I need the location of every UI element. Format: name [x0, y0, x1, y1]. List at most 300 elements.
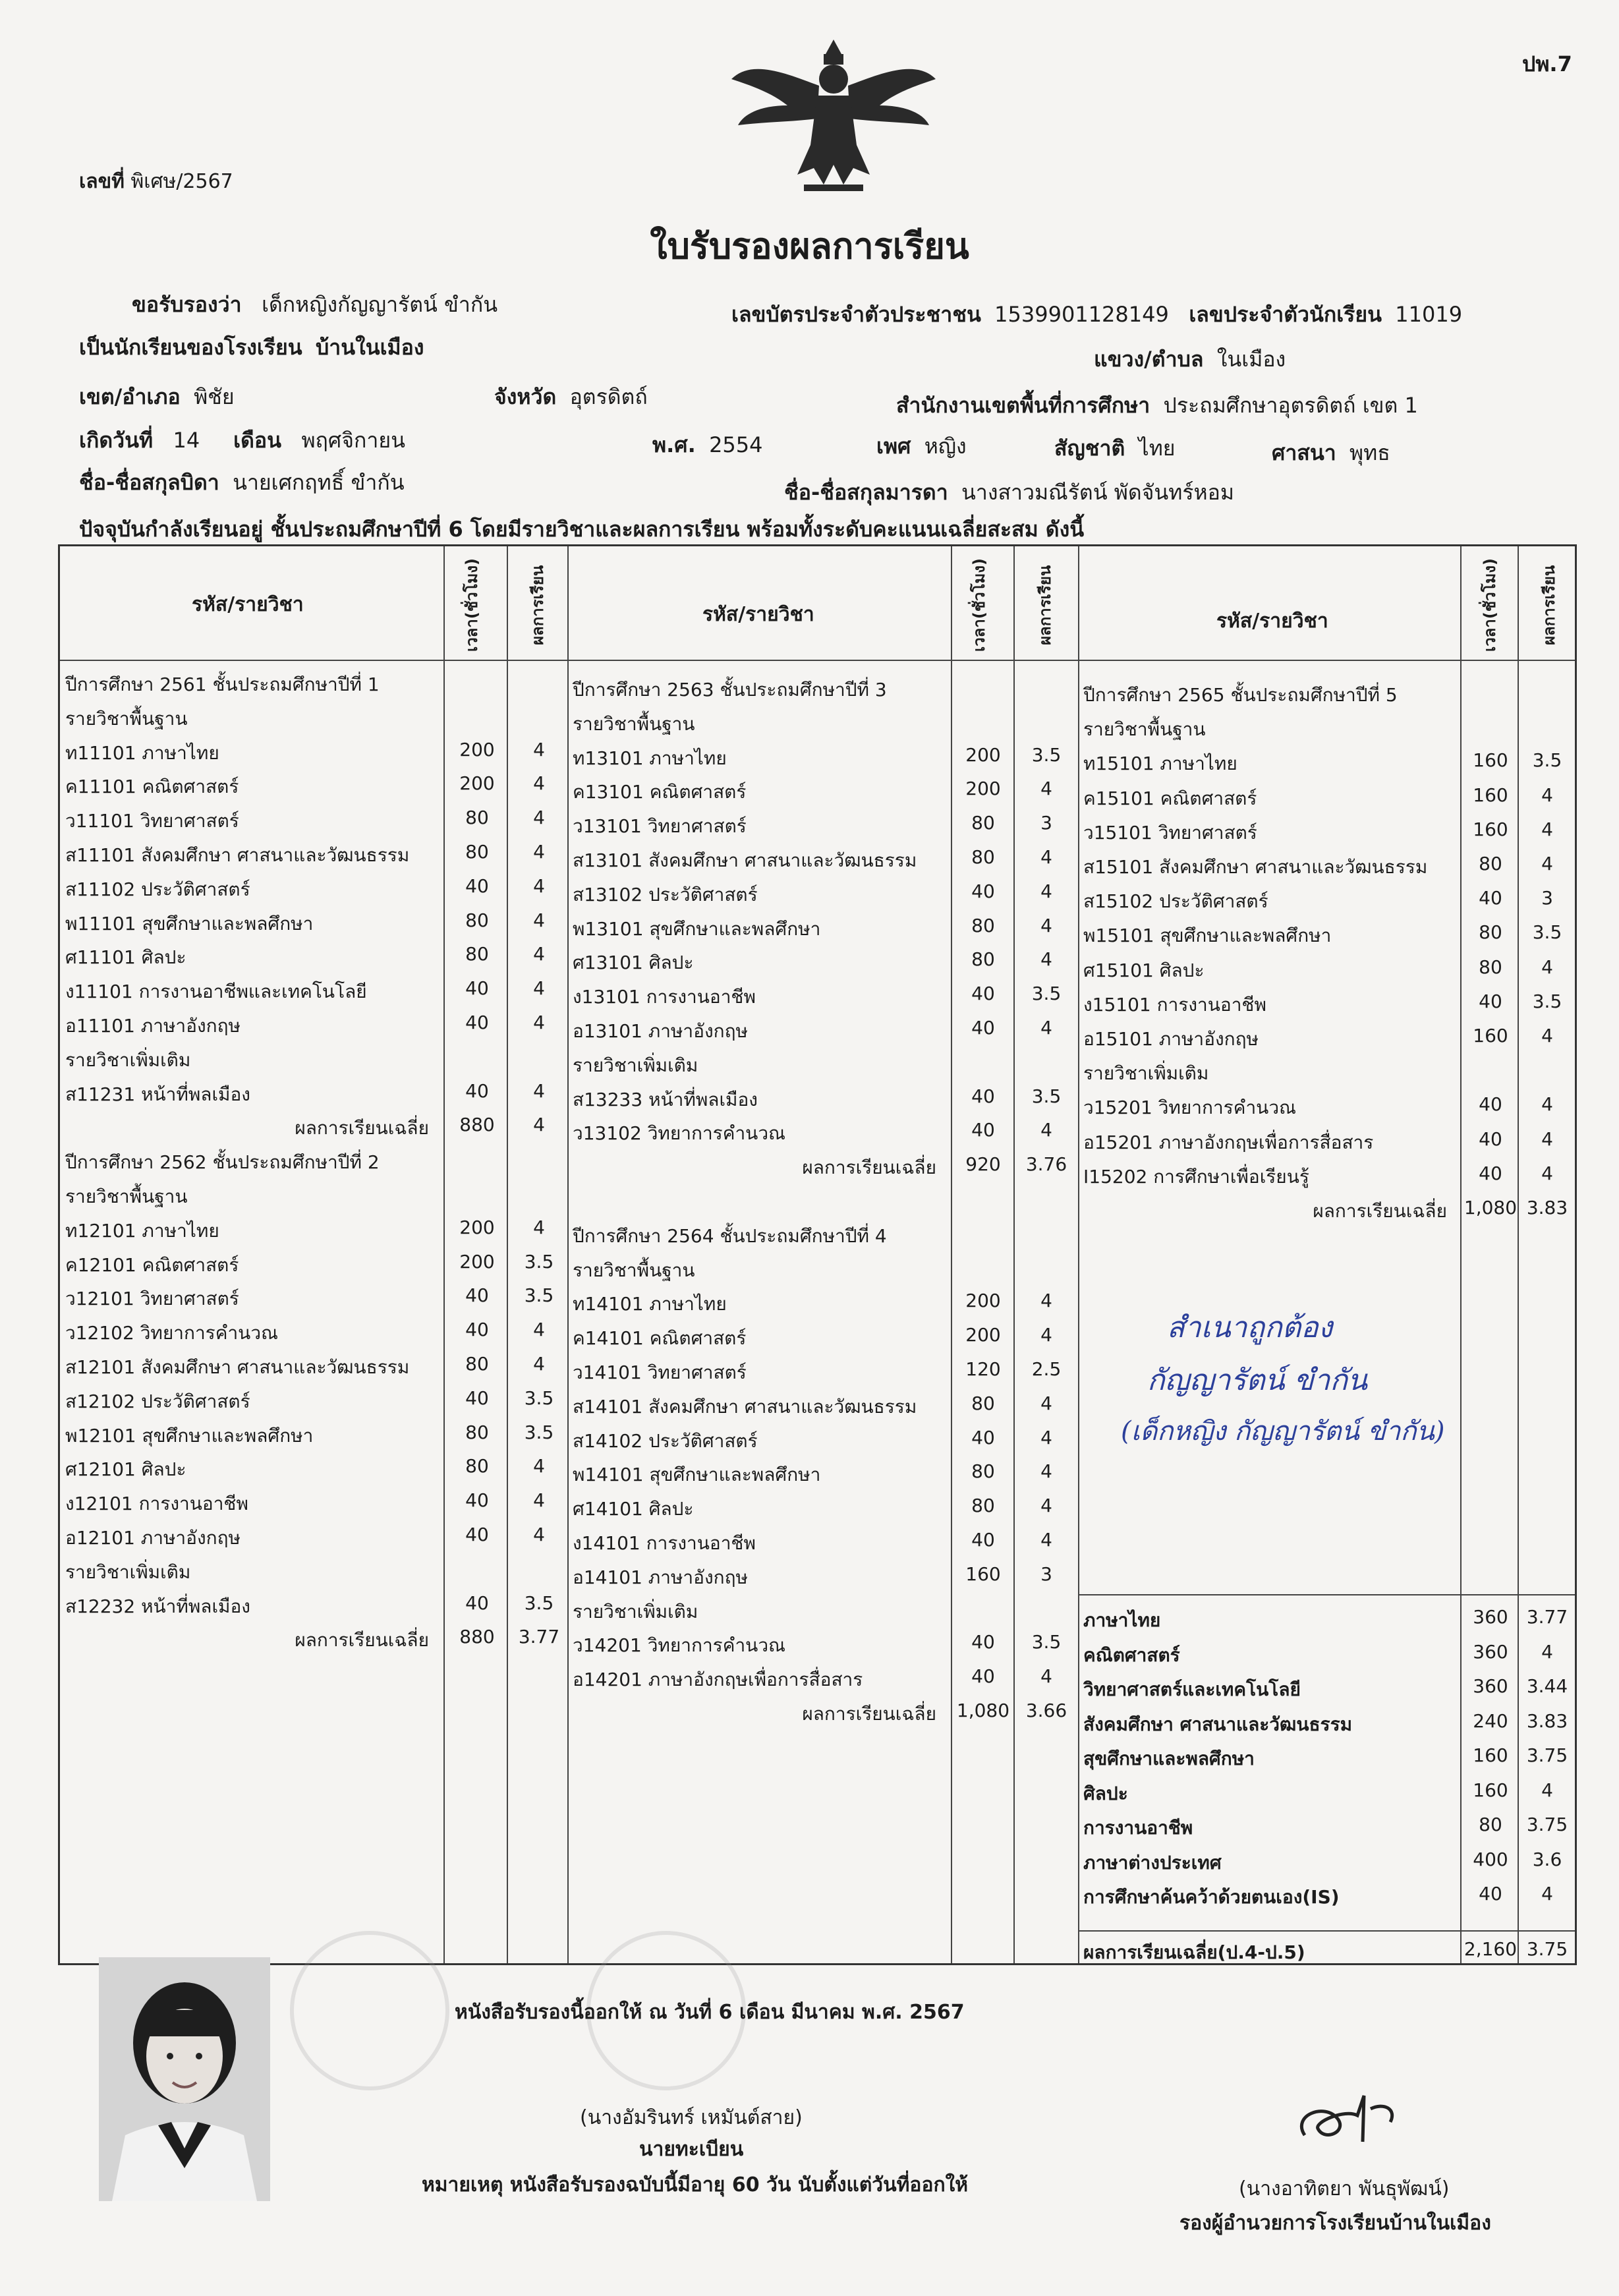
id-card-label: เลขบัตรประจำตัวประชาชน: [731, 302, 981, 327]
grade-value: 3.5: [524, 1421, 554, 1443]
form-code: ปพ.7: [1522, 51, 1572, 76]
hours-value: 40: [971, 1119, 995, 1141]
hours-value: 400: [1473, 1848, 1508, 1870]
grade-value: 4: [1541, 1883, 1553, 1905]
subject-row: อ15201 ภาษาอังกฤษเพื่อการสื่อสาร: [1083, 1131, 1374, 1153]
hours-value: 40: [1479, 1162, 1502, 1184]
hours-value: 880: [459, 1626, 495, 1648]
hours-value: 40: [465, 1012, 489, 1033]
subject-row: ว14101 วิทยาศาสตร์: [573, 1362, 747, 1383]
header-hours-3: เวลา(ชั่วโมง): [1481, 558, 1499, 652]
subject-row: ว13101 วิทยาศาสตร์: [573, 815, 747, 838]
grade-value: 3.5: [1532, 749, 1562, 772]
grade-value: 4: [533, 1216, 545, 1238]
student-name: เด็กหญิงกัญญารัตน์ ขำกัน: [262, 292, 498, 317]
grade-value: 4: [1040, 846, 1052, 868]
hours-value: 160: [1473, 1779, 1508, 1801]
subject-row: ว12101 วิทยาศาสตร์: [65, 1288, 239, 1310]
subject-row: พ13101 สุขศึกษาและพลศึกษา: [573, 917, 821, 940]
summary-subject: ศิลปะ: [1083, 1782, 1128, 1804]
gender-line: [876, 430, 967, 463]
subdistrict-value: ในเมือง: [1216, 347, 1286, 372]
grade-value: 3.5: [1031, 1631, 1062, 1653]
grade-value: 4: [1040, 1017, 1052, 1039]
grade-value: 3.76: [1025, 1153, 1067, 1176]
hours-value: 40: [971, 1426, 995, 1449]
birth-day-value: 14: [173, 428, 200, 453]
summary-subject: วิทยาศาสตร์และเทคโนโลยี: [1083, 1679, 1301, 1700]
hours-value: 80: [1479, 853, 1502, 875]
hours-value: 40: [971, 1085, 995, 1107]
district-value: พิชัย: [194, 384, 235, 409]
grade-value: 4: [533, 738, 545, 761]
father-value: นายเศกฤทธิ์ ขำกัน: [233, 470, 405, 495]
hours-value: 40: [465, 1524, 489, 1545]
average-label: ผลการเรียนเฉลี่ย: [802, 1157, 936, 1179]
average-label: ผลการเรียนเฉลี่ย: [295, 1629, 429, 1651]
id-card-value: 1539901128149: [994, 302, 1169, 327]
grade-value: 4: [1040, 948, 1052, 971]
hours-value: 160: [965, 1563, 1001, 1585]
hours-value: 40: [971, 1529, 995, 1551]
subject-row: ส14101 สังคมศึกษา ศาสนาและวัฒนธรรม: [573, 1395, 917, 1418]
birth-day-label: เกิดวันที่: [79, 428, 154, 453]
hours-value: 920: [965, 1153, 1001, 1176]
grade-value: 4: [1040, 1426, 1052, 1449]
grade-value: 4: [533, 807, 545, 829]
subject-row: อ13101 ภาษาอังกฤษ: [573, 1020, 748, 1042]
certify-line: [132, 288, 497, 322]
hours-value: 1,080: [956, 1700, 1010, 1721]
subject-row: อ11101 ภาษาอังกฤษ: [65, 1015, 241, 1037]
grade-value: 4: [1040, 778, 1052, 800]
subject-row: ว11101 วิทยาศาสตร์: [65, 810, 239, 832]
grade-value: 4: [533, 1079, 545, 1102]
id-card-line: [731, 298, 1462, 331]
subject-row: ศ12101 ศิลปะ: [65, 1458, 186, 1481]
grades-table: [58, 544, 1577, 1965]
hours-value: 80: [971, 1495, 995, 1517]
hours-value: 80: [465, 807, 489, 829]
father-line: [79, 466, 405, 500]
hours-value: 40: [465, 1079, 489, 1102]
grade-value: 4: [1040, 880, 1052, 902]
subject-row: ส12102 ประวัติศาสตร์: [65, 1390, 250, 1412]
hours-value: 40: [465, 875, 489, 897]
grade-value: 4: [533, 909, 545, 931]
hours-value: 40: [1479, 1093, 1502, 1116]
subject-row: ส11231 หน้าที่พลเมือง: [65, 1083, 250, 1105]
mother-value: นางสาวมณีรัตน์ พัดจันทร์หอม: [961, 480, 1234, 505]
handwriting-line-3: (เด็กหญิง กัญญารัตน์ ขำกัน): [1121, 1416, 1445, 1447]
deputy-signature-icon: [1285, 2089, 1417, 2155]
grade-value: 4: [1040, 1495, 1052, 1517]
hours-value: 200: [459, 772, 495, 795]
hours-value: 80: [465, 1353, 489, 1375]
header-grade-3: ผลการเรียน: [1540, 565, 1558, 645]
hours-value: 200: [965, 1290, 1001, 1312]
district-line: [79, 380, 235, 414]
summary-subject: สุขศึกษาและพลศึกษา: [1083, 1748, 1255, 1769]
subject-row: อ14201 ภาษาอังกฤษเพื่อการสื่อสาร: [573, 1669, 863, 1691]
subject-row: ส13101 สังคมศึกษา ศาสนาและวัฒนธรรม: [573, 849, 917, 871]
province-line: [494, 380, 648, 414]
province-value: อุตรดิตถ์: [569, 384, 648, 409]
subject-row: ส13233 หน้าที่พลเมือง: [573, 1088, 758, 1110]
hours-value: 880: [459, 1114, 495, 1136]
header-grade-1: ผลการเรียน: [528, 565, 547, 645]
hours-value: 40: [971, 1017, 995, 1039]
subject-row: ว12102 วิทยาการคำนวณ: [65, 1322, 279, 1344]
subject-row: ง13101 การงานอาชีพ: [573, 986, 756, 1008]
subject-row: อ15101 ภาษาอังกฤษ: [1083, 1028, 1259, 1050]
hours-value: 40: [465, 1319, 489, 1341]
summary-subject: การศึกษาค้นคว้าด้วยตนเอง(IS): [1083, 1886, 1340, 1908]
school-seal-icon: [290, 1931, 449, 2090]
subject-row: รายวิชาเพิ่มเติม: [573, 1054, 698, 1076]
subdistrict-line: [1094, 343, 1286, 376]
hours-value: 40: [465, 1592, 489, 1614]
hours-value: 80: [1479, 921, 1502, 944]
subject-row: รายวิชาพื้นฐาน: [65, 1186, 188, 1207]
hours-value: 160: [1473, 818, 1508, 840]
grade-value: 4: [1541, 1162, 1553, 1184]
hours-value: 80: [971, 948, 995, 971]
subject-row: รายวิชาเพิ่มเติม: [65, 1561, 191, 1583]
subdistrict-label: แขวง/ตำบล: [1094, 347, 1204, 372]
subject-row: ปีการศึกษา 2563 ชั้นประถมศึกษาปีที่ 3: [573, 679, 887, 701]
subject-row: ปีการศึกษา 2565 ชั้นประถมศึกษาปีที่ 5: [1083, 684, 1398, 706]
hours-value: 200: [965, 743, 1001, 766]
hours-value: 360: [1473, 1640, 1508, 1663]
grade-value: 3.75: [1526, 1938, 1568, 1960]
grade-value: 4: [533, 1524, 545, 1545]
grade-value: 4: [1541, 956, 1553, 978]
summary-subject: สังคมศึกษา ศาสนาและวัฒนธรรม: [1083, 1713, 1353, 1735]
grade-value: 4: [1541, 853, 1553, 875]
religion-value: พุทธ: [1349, 440, 1390, 465]
nationality-value: ไทย: [1138, 436, 1176, 461]
district-label: เขต/อำเภอ: [79, 384, 181, 409]
hours-value: 2,160: [1463, 1938, 1518, 1960]
grade-value: 4: [533, 977, 545, 1000]
hours-value: 80: [1479, 1814, 1502, 1835]
subject-row: ว15201 วิทยาการคำนวณ: [1083, 1097, 1297, 1119]
subject-row: ท12101 ภาษาไทย: [65, 1219, 219, 1242]
grade-value: 3: [1541, 887, 1553, 909]
subject-row: รายวิชาพื้นฐาน: [1083, 718, 1206, 741]
summary-subject: การงานอาชีพ: [1083, 1817, 1193, 1839]
subject-row: ศ11101 ศิลปะ: [65, 946, 186, 969]
issue-date-text: หนังสือรับรองนี้ออกให้ ณ วันที่ 6 เดือน มีนาคม พ.ศ. 2567: [455, 2001, 965, 2024]
area-office-value: ประถมศึกษาอุตรดิตถ์ เขต 1: [1163, 393, 1418, 418]
header-grade-2: ผลการเรียน: [1036, 565, 1054, 645]
subject-row: ค11101 คณิตศาสตร์: [65, 776, 239, 798]
birth-year-value: 2554: [709, 432, 763, 457]
grade-value: 4: [1541, 1779, 1553, 1801]
grade-value: 3.5: [524, 1387, 554, 1409]
subject-row: รายวิชาพื้นฐาน: [65, 707, 188, 730]
validity-note: หมายเหตุ หนังสือรับรองฉบับนี้มีอายุ 60 วัน นับตั้งแต่วันที่ออกให้: [422, 2173, 969, 2196]
school-line: [79, 331, 424, 364]
current-status: ปัจจุบันกำลังเรียนอยู่ ชั้นประถมศึกษาปีที่ 6 โดยมีรายวิชาและผลการเรียน พร้อมทั้งระดับคะแนนเฉลี่ยสะสม ดังนี้: [79, 517, 1085, 542]
grade-value: 3.5: [524, 1250, 554, 1273]
student-photo: [99, 1957, 270, 2201]
hours-value: 80: [465, 1421, 489, 1443]
grade-value: 3.44: [1526, 1675, 1568, 1697]
hours-value: 80: [465, 909, 489, 931]
hours-value: 160: [1473, 749, 1508, 772]
subject-row: ค14101 คณิตศาสตร์: [573, 1327, 747, 1350]
hours-value: 40: [465, 977, 489, 1000]
grade-value: 4: [1541, 1640, 1553, 1663]
grade-value: 4: [533, 1353, 545, 1375]
hours-value: 120: [965, 1358, 1001, 1380]
mother-label: ชื่อ-ชื่อสกุลมารดา: [784, 480, 948, 505]
grade-value: 4: [1040, 1290, 1052, 1312]
birth-year-label: พ.ศ.: [652, 432, 696, 457]
hours-value: 1,080: [1463, 1197, 1518, 1219]
grade-value: 3.6: [1532, 1848, 1562, 1870]
student-id-value: 11019: [1395, 302, 1463, 327]
grade-value: 3.5: [1532, 921, 1562, 944]
deputy-title: รองผู้อำนวยการโรงเรียนบ้านในเมือง: [1179, 2212, 1491, 2235]
subject-row: ว13102 วิทยาการคำนวณ: [573, 1122, 786, 1145]
subject-row: ท11101 ภาษาไทย: [65, 741, 219, 764]
grade-value: 4: [1040, 1665, 1052, 1688]
birth-month-label: เดือน: [233, 428, 281, 453]
hours-value: 80: [465, 1455, 489, 1478]
subject-row: ส15102 ประวัติศาสตร์: [1083, 890, 1268, 913]
religion-line: [1272, 436, 1390, 470]
grade-value: 4: [533, 1319, 545, 1341]
hours-value: 80: [465, 841, 489, 863]
grade-value: 4: [533, 841, 545, 863]
grade-value: 4: [1541, 1093, 1553, 1116]
hours-value: 80: [971, 812, 995, 834]
subject-row: ค13101 คณิตศาสตร์: [573, 781, 747, 803]
grade-value: 3.77: [518, 1626, 560, 1648]
grade-value: 4: [533, 875, 545, 897]
subject-row: พ11101 สุขศึกษาและพลศึกษา: [65, 912, 314, 934]
subject-row: รายวิชาพื้นฐาน: [573, 712, 695, 735]
garuda-emblem-icon: [725, 33, 942, 198]
hours-value: 200: [459, 1250, 495, 1273]
subject-row: รายวิชาเพิ่มเติม: [573, 1600, 698, 1622]
registrar-name: (นางอัมรินทร์ เหมันต์สาย): [580, 2106, 803, 2129]
area-office-label: สำนักงานเขตพื้นที่การศึกษา: [896, 393, 1150, 418]
average-label: ผลการเรียนเฉลี่ย: [1313, 1200, 1447, 1222]
subject-row: ท14101 ภาษาไทย: [573, 1293, 727, 1315]
certify-label: ขอรับรองว่า: [132, 292, 242, 317]
subject-row: รายวิชาเพิ่มเติม: [65, 1048, 191, 1071]
grade-value: 4: [1040, 1324, 1052, 1346]
header-subject-1: รหัส/รายวิชา: [192, 593, 304, 616]
subject-row: ว15101 วิทยาศาสตร์: [1083, 821, 1257, 844]
subject-row: ศ13101 ศิลปะ: [573, 952, 694, 974]
subject-row: ส11101 สังคมศึกษา ศาสนาและวัฒนธรรม: [65, 844, 410, 866]
grade-value: 4: [533, 1114, 545, 1136]
grade-value: 4: [533, 1012, 545, 1033]
subject-row: ส14102 ประวัติศาสตร์: [573, 1429, 758, 1452]
subject-row: ส15101 สังคมศึกษา ศาสนาและวัฒนธรรม: [1083, 856, 1428, 878]
doc-number-value: พิเศษ/2567: [130, 170, 233, 193]
subject-row: รายวิชาเพิ่มเติม: [1083, 1062, 1209, 1085]
subject-row: อ12101 ภาษาอังกฤษ: [65, 1527, 241, 1549]
hours-value: 40: [465, 1284, 489, 1307]
grade-value: 4: [1040, 1460, 1052, 1483]
subject-row: ง11101 การงานอาชีพและเทคโนโลยี: [65, 981, 367, 1003]
grade-value: 3.5: [1031, 983, 1062, 1005]
birth-month-value: พฤศจิกายน: [301, 428, 405, 453]
subject-row: ส13102 ประวัติศาสตร์: [573, 883, 758, 905]
grade-value: 4: [533, 1455, 545, 1478]
grade-value: 4: [533, 943, 545, 965]
grade-value: 4: [1541, 1128, 1553, 1150]
summary-subject: ภาษาต่างประเทศ: [1083, 1851, 1222, 1874]
subject-row: พ15101 สุขศึกษาและพลศึกษา: [1083, 925, 1332, 947]
hours-value: 360: [1473, 1606, 1508, 1628]
subject-row: อ14101 ภาษาอังกฤษ: [573, 1566, 748, 1588]
subject-row: ค12101 คณิตศาสตร์: [65, 1253, 239, 1276]
gender-label: เพศ: [876, 434, 911, 459]
hours-value: 40: [465, 1387, 489, 1409]
subject-row: ท15101 ภาษาไทย: [1083, 753, 1237, 775]
grade-value: 4: [533, 1489, 545, 1512]
hours-value: 80: [971, 1460, 995, 1483]
hours-value: 200: [459, 1216, 495, 1238]
total-average-label: ผลการเรียนเฉลี่ย(ป.4-ป.5): [1083, 1941, 1305, 1963]
grade-value: 4: [1541, 784, 1553, 806]
nationality-line: [1054, 432, 1176, 465]
grade-value: 3.75: [1526, 1814, 1568, 1835]
summary-subject: คณิตศาสตร์: [1083, 1644, 1180, 1666]
handwriting-line-1: สำเนาถูกต้อง: [1167, 1311, 1333, 1344]
grade-value: 3.5: [524, 1592, 554, 1614]
subject-row: ง15101 การงานอาชีพ: [1083, 993, 1266, 1016]
school-label: เป็นนักเรียนของโรงเรียน: [79, 335, 302, 360]
grade-value: 3.5: [1532, 990, 1562, 1012]
hours-value: 160: [1473, 1025, 1508, 1047]
hours-value: 40: [1479, 1883, 1502, 1905]
deputy-name: (นางอาทิตยา พันธุพัฒน์): [1239, 2177, 1450, 2200]
subject-row: ส12101 สังคมศึกษา ศาสนาและวัฒนธรรม: [65, 1356, 410, 1378]
hours-value: 80: [971, 846, 995, 868]
document-title: ใบรับรองผลการเรียน: [650, 225, 969, 267]
grade-value: 4: [1040, 1529, 1052, 1551]
grade-value: 3.83: [1526, 1197, 1568, 1219]
subject-row: ค15101 คณิตศาสตร์: [1083, 787, 1257, 809]
hours-value: 240: [1473, 1709, 1508, 1732]
doc-number-label: เลขที่: [79, 170, 125, 193]
hours-value: 160: [1473, 1744, 1508, 1766]
father-label: ชื่อ-ชื่อสกุลบิดา: [79, 470, 219, 495]
hours-value: 200: [965, 1324, 1001, 1346]
grade-value: 3.5: [1031, 1085, 1062, 1107]
average-label: ผลการเรียนเฉลี่ย: [802, 1703, 936, 1725]
hours-value: 40: [1479, 990, 1502, 1012]
gender-value: หญิง: [924, 434, 967, 459]
subject-row: พ12101 สุขศึกษาและพลศึกษา: [65, 1424, 314, 1447]
grade-value: 3.77: [1526, 1606, 1568, 1628]
hours-value: 40: [465, 1489, 489, 1512]
grade-value: 4: [1040, 1119, 1052, 1141]
grade-value: 4: [1040, 914, 1052, 936]
grade-value: 3.5: [524, 1284, 554, 1307]
grade-value: 3.75: [1526, 1744, 1568, 1766]
hours-value: 40: [971, 1631, 995, 1653]
religion-label: ศาสนา: [1272, 440, 1336, 465]
subject-row: พ14101 สุขศึกษาและพลศึกษา: [573, 1464, 821, 1486]
subject-row: I15202 การศึกษาเพื่อเรียนรู้: [1083, 1165, 1309, 1188]
registrar-title: นายทะเบียน: [639, 2138, 744, 2161]
grade-value: 4: [1541, 1025, 1553, 1047]
subject-row: ปีการศึกษา 2562 ชั้นประถมศึกษาปีที่ 2: [65, 1151, 380, 1174]
birth-line: [79, 424, 405, 457]
subject-row: ว14201 วิทยาการคำนวณ: [573, 1634, 786, 1657]
subject-row: ศ14101 ศิลปะ: [573, 1498, 694, 1520]
hours-value: 80: [465, 943, 489, 965]
hours-value: 80: [971, 1392, 995, 1414]
hours-value: 40: [1479, 887, 1502, 909]
header-hours-2: เวลา(ชั่วโมง): [970, 558, 988, 652]
subject-row: ง12101 การงานอาชีพ: [65, 1493, 248, 1515]
grade-value: 2.5: [1031, 1358, 1062, 1380]
hours-value: 40: [971, 983, 995, 1005]
grade-value: 4: [1541, 818, 1553, 840]
subject-row: ปีการศึกษา 2561 ชั้นประถมศึกษาปีที่ 1: [65, 674, 380, 695]
subject-row: ส11102 ประวัติศาสตร์: [65, 878, 250, 900]
hours-value: 40: [1479, 1128, 1502, 1150]
hours-value: 200: [459, 738, 495, 761]
mother-line: [784, 476, 1234, 509]
grade-value: 3.5: [1031, 743, 1062, 766]
subject-row: ศ15101 ศิลปะ: [1083, 959, 1205, 981]
hours-value: 360: [1473, 1675, 1508, 1697]
grade-value: 4: [1040, 1392, 1052, 1414]
school-value: บ้านในเมือง: [315, 335, 424, 360]
hours-value: 80: [971, 914, 995, 936]
grade-value: 3: [1040, 812, 1052, 834]
hours-value: 200: [965, 778, 1001, 800]
handwriting-line-2: กัญญารัตน์ ขำกัน: [1147, 1363, 1368, 1397]
subject-row: ง14101 การงานอาชีพ: [573, 1532, 756, 1554]
average-label: ผลการเรียนเฉลี่ย: [295, 1117, 429, 1139]
grade-value: 3: [1040, 1563, 1052, 1585]
summary-subject: ภาษาไทย: [1083, 1609, 1161, 1631]
hours-value: 160: [1473, 784, 1508, 806]
birth-year-line: [652, 428, 763, 462]
hours-value: 40: [971, 880, 995, 902]
hours-value: 40: [971, 1665, 995, 1688]
subject-row: ส12232 หน้าที่พลเมือง: [65, 1595, 250, 1617]
student-id-label: เลขประจำตัวนักเรียน: [1189, 302, 1382, 327]
hours-value: 80: [1479, 956, 1502, 978]
area-office-line: [896, 389, 1418, 422]
header-hours-1: เวลา(ชั่วโมง): [463, 558, 481, 652]
header-subject-2: รหัส/รายวิชา: [702, 603, 814, 626]
nationality-label: สัญชาติ: [1054, 436, 1125, 461]
subject-row: ปีการศึกษา 2564 ชั้นประถมศึกษาปีที่ 4: [573, 1224, 887, 1247]
grade-value: 3.83: [1526, 1709, 1568, 1732]
subject-row: รายวิชาพื้นฐาน: [573, 1259, 695, 1281]
grade-value: 4: [533, 772, 545, 795]
grade-value: 3.66: [1025, 1700, 1067, 1721]
province-label: จังหวัด: [494, 384, 557, 409]
doc-number: [79, 166, 233, 197]
subject-row: ท13101 ภาษาไทย: [573, 747, 727, 769]
header-subject-3: รหัส/รายวิชา: [1216, 610, 1328, 633]
